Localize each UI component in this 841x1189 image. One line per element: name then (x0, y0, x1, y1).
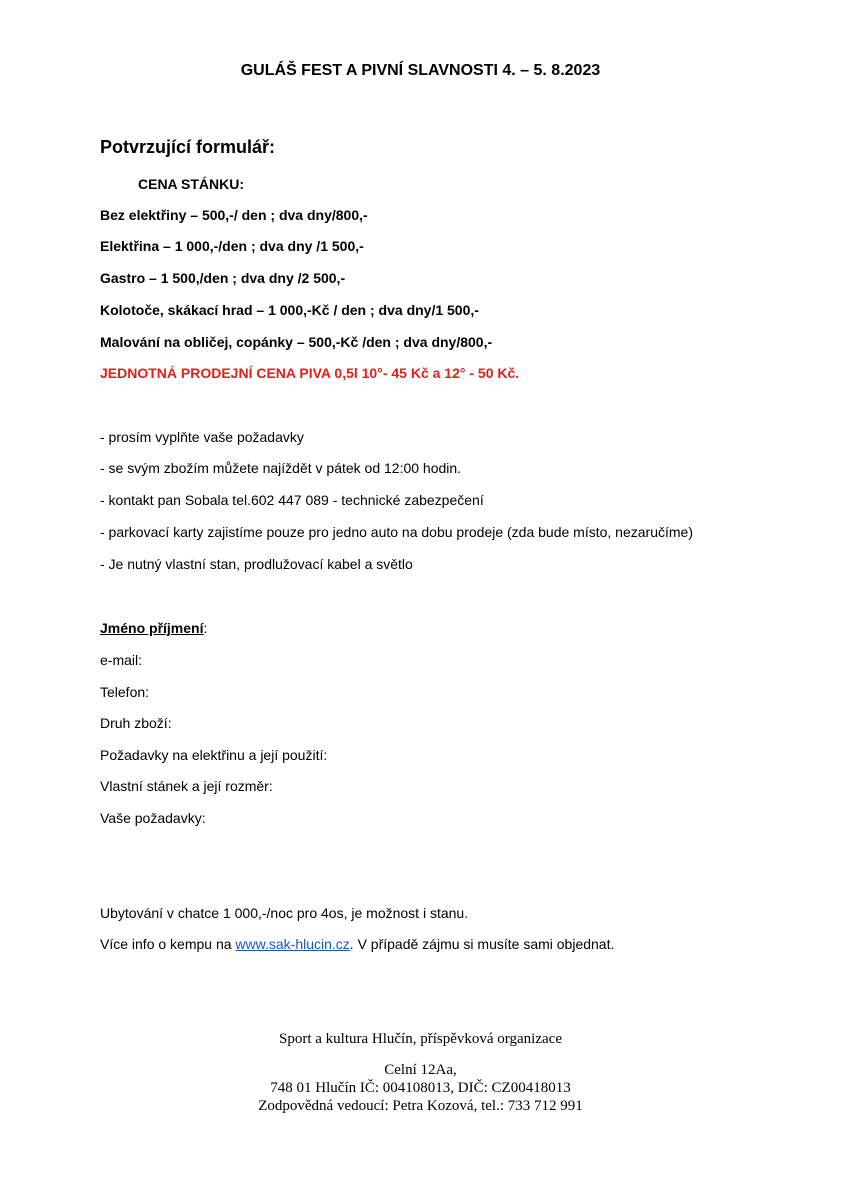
price-item: Elektřina – 1 000,-/den ; dva dny /1 500,- (100, 238, 364, 254)
phone-field-label: Telefon: (100, 684, 150, 700)
requests-field-label: Vaše požadavky: (100, 810, 206, 826)
footer-street: Celní 12Aa, (384, 1062, 457, 1078)
form-heading: Potvrzující formulář: (100, 137, 276, 157)
website-link[interactable]: www.sak-hlucin.cz (235, 936, 350, 952)
note-item: - se svým zbožím můžete najíždět v pátek od 12:00 hodin. (100, 460, 462, 476)
name-field-label (100, 620, 207, 636)
beer-price: JEDNOTNÁ PRODEJNÍ CENA PIVA 0,5l 10°- 45 Kč a 12° - 50 Kč. (100, 365, 520, 381)
info-before: Více info o kempu na (100, 936, 236, 952)
name-label: Jméno příjmení (100, 620, 204, 636)
info-text (100, 936, 614, 952)
footer-city-ids: 748 01 Hlučín IČ: 004108013, DIČ: CZ00418013 (270, 1080, 571, 1096)
price-item: Gastro – 1 500,/den ; dva dny /2 500,- (100, 270, 346, 286)
stand-field-label: Vlastní stánek a její rozměr: (100, 778, 273, 794)
price-heading: CENA STÁNKU: (138, 176, 245, 192)
goods-field-label: Druh zboží: (100, 715, 172, 731)
document-title: GULÁŠ FEST A PIVNÍ SLAVNOSTI 4. – 5. 8.2023 (240, 62, 601, 79)
info-after: . V případě zájmu si musíte sami objednat. (349, 936, 615, 952)
note-item: - Je nutný vlastní stan, prodlužovací kabel a světlo (100, 556, 413, 572)
price-item: Malování na obličej, copánky – 500,-Kč /den ; dva dny/800,- (100, 334, 493, 350)
footer-responsible: Zodpovědná vedoucí: Petra Kozová, tel.: 733 712 991 (258, 1098, 583, 1114)
accommodation-text: Ubytování v chatce 1 000,-/noc pro 4os, je možnost i stanu. (100, 905, 469, 921)
note-item: - prosím vyplňte vaše požadavky (100, 429, 304, 445)
electricity-field-label: Požadavky na elektřinu a její použití: (100, 747, 328, 763)
note-item: - parkovací karty zajistíme pouze pro jedno auto na dobu prodeje (zda bude místo, nezaručíme) (100, 524, 693, 540)
price-item: Bez elektřiny – 500,-/ den ; dva dny/800,- (100, 207, 368, 223)
note-item: - kontakt pan Sobala tel.602 447 089 - technické zabezpečení (100, 492, 484, 508)
email-field-label: e-mail: (100, 652, 143, 668)
footer-org: Sport a kultura Hlučín, příspěvková organizace (279, 1031, 562, 1047)
name-colon: : (203, 620, 208, 636)
price-item: Kolotoče, skákací hrad – 1 000,-Kč / den ; dva dny/1 500,- (100, 302, 479, 318)
